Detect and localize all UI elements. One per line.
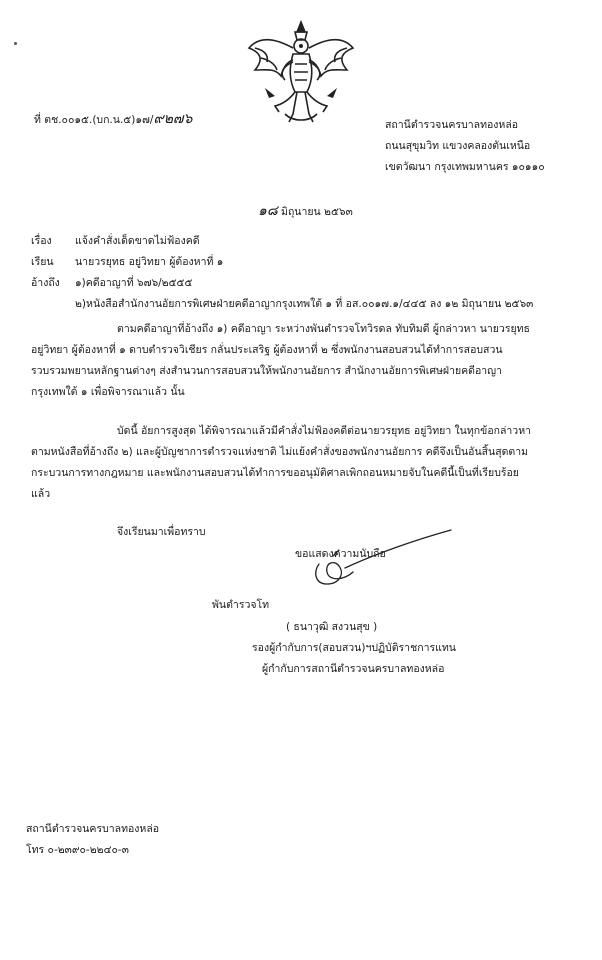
reference-handwritten: ๙๒๗๖	[153, 111, 193, 127]
para1-line: ตามคดีอาญาที่อ้างถึง ๑) คดีอาญา ระหว่างพันตำรวจโทวิรดล ทับทิมดี ผู้กล่าวหา นายวรยุทธ	[117, 323, 530, 335]
to-text: นายวรยุทธ อยู่วิทยา ผู้ต้องหาที่ ๑	[75, 256, 224, 268]
para2-line: บัดนี้ อัยการสูงสุด ได้พิจารณาแล้วมีคำสั่งไม่ฟ้องคดีต่อนายวรยุทธ อยู่วิทยา ในทุกข้อกล่าวหา	[117, 425, 532, 437]
signer-rank: พันตำรวจโท	[212, 599, 270, 611]
station-district: เขตวัฒนา กรุงเทพมหานคร ๑๐๑๑๐	[385, 161, 545, 173]
signature-icon	[305, 528, 455, 598]
garuda-emblem-icon	[245, 18, 357, 126]
para2-line: กระบวนการทางกฎหมาย และพนักงานสอบสวนได้ทำการขออนุมัติศาลเพิกถอนหมายจับในคดีนี้เป็นที่เรียบร้อย	[31, 467, 519, 479]
reference-number	[34, 112, 192, 127]
date-day-handwritten: ๑๘	[258, 203, 278, 219]
ref-to-label: อ้างถึง	[31, 277, 60, 289]
para1-line: รวบรวมพยานหลักฐานต่างๆ ส่งสำนวนการสอบสวนให้พนักงานอัยการ สำนักงานอัยการพิเศษฝ่ายคดีอาญา	[31, 365, 503, 377]
date-month-year: มิถุนายน ๒๕๖๓	[281, 206, 353, 218]
subject-label: เรื่อง	[31, 235, 52, 247]
to-label: เรียน	[31, 256, 54, 268]
signer-position-2: ผู้กำกับการสถานีตำรวจนครบาลทองหล่อ	[262, 663, 445, 675]
closing-text: จึงเรียนมาเพื่อทราบ	[117, 526, 206, 538]
reference-label: ที่	[34, 114, 41, 126]
station-road: ถนนสุขุมวิท แขวงคลองตันเหนือ	[385, 140, 531, 152]
letter-date	[258, 204, 353, 219]
footer-station: สถานีตำรวจนครบาลทองหล่อ	[26, 823, 160, 835]
para1-line: กรุงเทพใต้ ๑ เพื่อพิจารณาแล้ว นั้น	[31, 386, 185, 398]
para2-line: แล้ว	[31, 488, 51, 500]
scan-speck	[14, 42, 17, 45]
para1-line: อยู่วิทยา ผู้ต้องหาที่ ๑ ดาบตำรวจวิเชียร กลั่นประเสริฐ ผู้ต้องหาที่ ๒ ซึ่งพนักงานสอบสวนได้ทำการสอบสวน	[31, 344, 503, 356]
reference-code: ตช.๐๐๑๕.(บก.น.๕)๑๗/	[44, 114, 154, 126]
subject-text: แจ้งคำสั่งเด็ดขาดไม่ฟ้องคดี	[75, 235, 200, 247]
para2-line: ตามหนังสือที่อ้างถึง ๒) และผู้บัญชาการตำรวจแห่งชาติ ไม่แย้งคำสั่งของพนักงานอัยการ คดีจึงเป็นอันสิ้นสุดตาม	[31, 446, 529, 458]
footer-telephone: โทร ๐-๒๓๙๐-๒๒๔๐-๓	[26, 844, 129, 856]
station-name: สถานีตำรวจนครบาลทองหล่อ	[385, 119, 519, 131]
signer-position-1: รองผู้กำกับการ(สอบสวน)ฯปฏิบัติราชการแทน	[252, 642, 456, 654]
ref-to-item-2: ๒)หนังสือสำนักงานอัยการพิเศษฝ่ายคดีอาญากรุงเทพใต้ ๑ ที่ อส.๐๐๑๗.๑/๔๔๕ ลง ๑๒ มิถุนายน ๒๕๖๓	[75, 298, 534, 310]
signer-name: ( ธนาวุฒิ สงวนสุข )	[286, 621, 378, 633]
regards-text: ขอแสดงความนับถือ	[295, 548, 386, 560]
ref-to-item-1: ๑)คดีอาญาที่ ๖๗๖/๒๕๕๕	[75, 277, 193, 289]
